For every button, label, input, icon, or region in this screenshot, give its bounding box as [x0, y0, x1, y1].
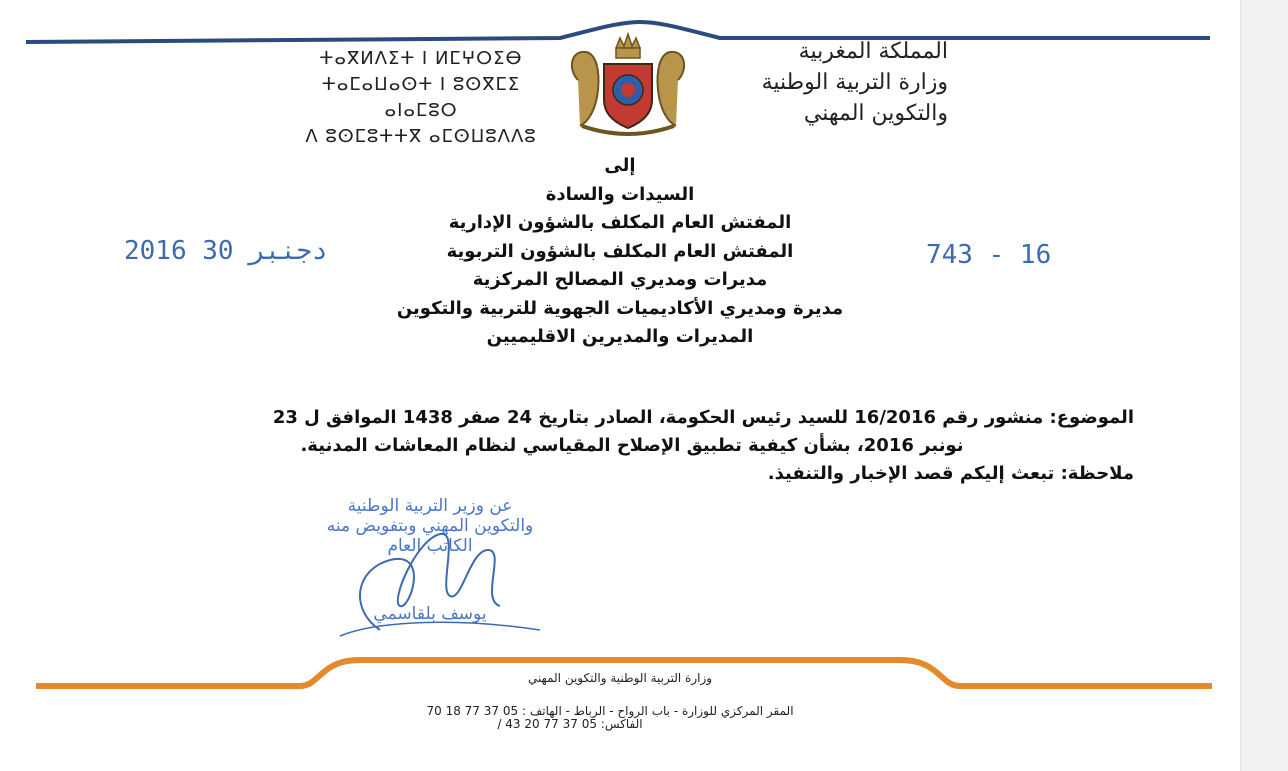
- signature-line-3: الكاتب العام: [387, 536, 473, 556]
- date-stamp: 2016 دجنبر 30: [124, 236, 328, 266]
- signature-line-1: عن وزير التربية الوطنية: [347, 496, 513, 516]
- signature-line-2: والتكوين المهني وبتفويض منه: [326, 516, 534, 536]
- letterhead-kingdom: المملكة المغربية: [798, 39, 948, 64]
- letterhead-tifinagh-line1: ⵜⴰⴳⵍⴷⵉⵜ ⵏ ⵍⵎⵖⵔⵉⴱ: [319, 48, 523, 69]
- reference-number-stamp: 743 - 16: [926, 240, 1052, 270]
- handwritten-signature: [320, 510, 560, 650]
- footer-address: المقر المركزي للوزارة - باب الرواح - الرباط - الهاتف : 05 37 77 18 70: [426, 704, 794, 718]
- letterhead-tifinagh: [286, 46, 556, 150]
- addressee-line: مديرة ومديري الأكاديميات الجهوية للتربية والتكوين: [396, 297, 844, 319]
- note-line: ملاحظة: تبعث إليكم قصد الإخبار والتنفيذ.: [767, 463, 1134, 484]
- subject-line-1: الموضوع: منشور رقم 16/2016 للسيد رئيس الحكومة، الصادر بتاريخ 24 صفر 1438 الموافق ل 23: [272, 407, 1134, 428]
- scan-edge: [1240, 0, 1288, 771]
- addressee-line: السيدات والسادة: [545, 183, 695, 205]
- letterhead-tifinagh-line2: ⵜⴰⵎⴰⵡⴰⵙⵜ ⵏ ⵓⵙⴳⵎⵉ ⴰⵏⴰⵎⵓⵔ: [321, 74, 521, 121]
- addressee-line: المفتش العام المكلف بالشؤون الإدارية: [448, 212, 792, 233]
- footer-ministry: وزارة التربية الوطنية والتكوين المهني: [527, 671, 713, 685]
- letterhead-arabic: [700, 36, 948, 129]
- footer-fax: الفاكس: 05 37 77 20 43 /: [497, 717, 643, 731]
- addressee-to: إلى: [604, 155, 636, 176]
- letterhead-tifinagh-line3: ⴷ ⵓⵙⵎⵓⵜⵜⴳ ⴰⵎⵙⵡⵓⴷⴷⵓ: [305, 126, 537, 147]
- addressees-block: [330, 152, 910, 352]
- subject-block: [130, 404, 1134, 488]
- signatory-name: يوسف بلقاسمي: [373, 604, 487, 624]
- addressee-line: المفتش العام المكلف بالشؤون التربوية: [446, 240, 794, 262]
- subject-line-2: نونبر 2016، بشأن كيفية تطبيق الإصلاح المقياسي لنظام المعاشات المدنية.: [300, 435, 964, 456]
- addressee-line: مديرات ومديري المصالح المركزية: [472, 269, 768, 290]
- letterhead-training: والتكوين المهني: [803, 101, 948, 126]
- addressee-line: المديرات والمديرين الاقليميين: [486, 326, 754, 347]
- coat-of-arms-icon: [558, 30, 698, 138]
- letterhead-ministry: وزارة التربية الوطنية: [761, 70, 948, 95]
